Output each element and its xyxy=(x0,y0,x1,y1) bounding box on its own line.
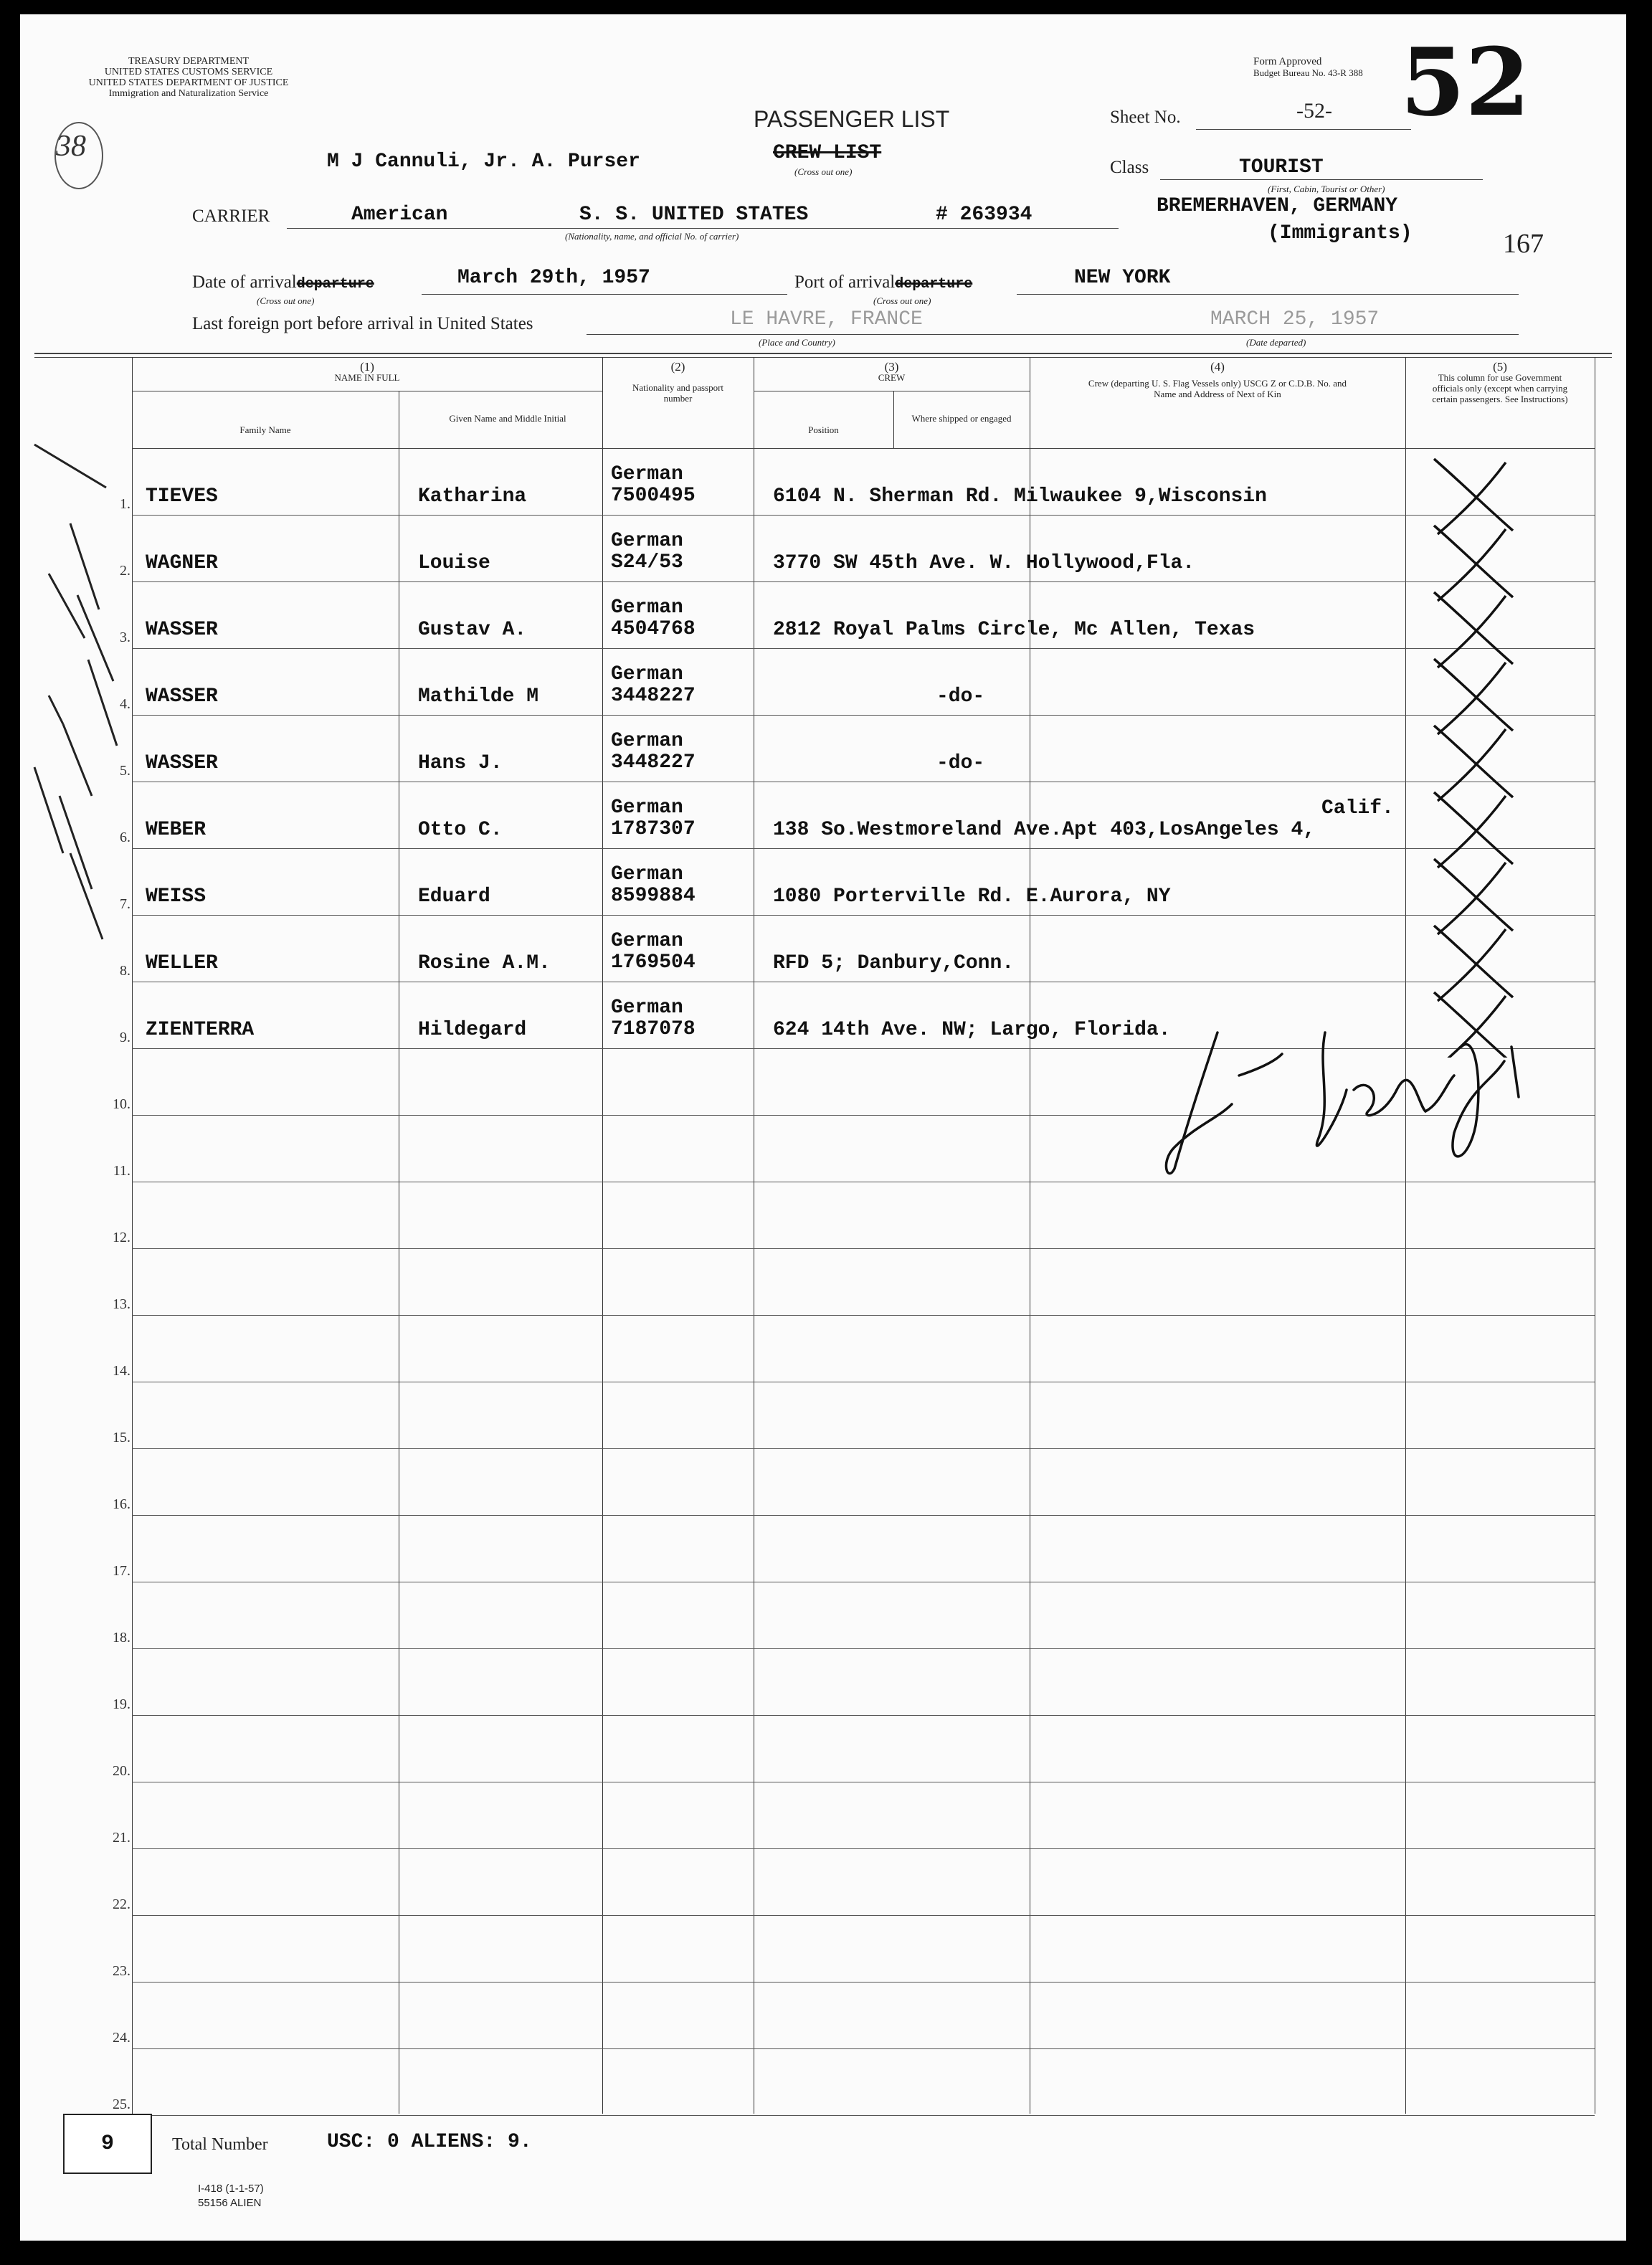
row-number: 1. xyxy=(120,496,130,512)
total-box-value: 9 xyxy=(100,2132,114,2156)
row-number: 22. xyxy=(113,1896,130,1912)
given-name-cell: Otto C. xyxy=(418,819,503,841)
col1-header xyxy=(132,361,602,383)
date-arrival-label xyxy=(192,272,374,293)
table-row-line xyxy=(132,1715,1595,1716)
col4-title: Crew (departing U. S. Flag Vessels only) USCG Z or C.D.B. No. and Name and Address of Next of Kin xyxy=(1088,378,1347,399)
date-arrival-value: March 29th, 1957 xyxy=(457,267,650,289)
row-number: 7. xyxy=(120,896,130,912)
passport-cell: S24/53 xyxy=(611,551,683,574)
address-cell: 3770 SW 45th Ave. W. Hollywood,Fla. xyxy=(773,552,1195,574)
family-name-cell: WELLER xyxy=(146,952,218,974)
passport-cell: 1769504 xyxy=(611,951,696,974)
passenger-list-document xyxy=(20,14,1626,2241)
departure-port: BREMERHAVEN, GERMANY xyxy=(1157,195,1398,217)
total-label: Total Number xyxy=(172,2135,268,2154)
passport-cell: 7500495 xyxy=(611,485,696,507)
family-name-header: Family Name xyxy=(239,424,291,435)
given-name-cell: Katharina xyxy=(418,485,527,508)
passport-cell: 8599884 xyxy=(611,885,696,907)
cross-out-hint: (Cross out one) xyxy=(794,166,853,177)
sheet-no-value: -52- xyxy=(1296,99,1332,123)
given-name-cell: Hans J. xyxy=(418,752,503,774)
table-row-line xyxy=(132,1515,1595,1516)
family-name-cell: WAGNER xyxy=(146,552,218,574)
carrier-hint: (Nationality, name, and official No. of carrier) xyxy=(565,231,739,242)
margin-tally-marks xyxy=(20,423,135,997)
agency-line: UNITED STATES CUSTOMS SERVICE xyxy=(104,67,273,77)
alien-code: 55156 ALIEN xyxy=(198,2197,262,2209)
agency-line: TREASURY DEPARTMENT xyxy=(128,56,250,67)
given-name-header: Given Name and Middle Initial xyxy=(449,413,566,424)
form-code: I-418 (1-1-57) xyxy=(198,2183,264,2195)
row-number: 15. xyxy=(113,1430,130,1445)
table-row-line xyxy=(132,1982,1595,1983)
row-number: 21. xyxy=(113,1830,130,1846)
check-x-mark xyxy=(1434,726,1513,801)
col1-title: NAME IN FULL xyxy=(334,372,400,383)
address-cell: RFD 5; Danbury,Conn. xyxy=(773,952,1015,974)
immigrants-note: (Immigrants) xyxy=(1268,222,1413,244)
col4-number: (4) xyxy=(1210,360,1225,374)
position-header: Position xyxy=(808,424,839,435)
col5-header xyxy=(1405,361,1595,404)
address-cell: -do- xyxy=(936,685,985,708)
nationality-cell: German xyxy=(611,530,683,552)
side-number: 167 xyxy=(1503,229,1544,259)
col2-title: Nationality and passport number xyxy=(632,382,724,404)
table-row-line xyxy=(132,2115,1595,2116)
address-cell: 1080 Porterville Rd. E.Aurora, NY xyxy=(773,885,1171,908)
passport-cell: 3448227 xyxy=(611,751,696,774)
col5-title: This column for use Government officials only (except when carrying certain passengers. See Instructions) xyxy=(1432,372,1568,404)
col2-number: (2) xyxy=(670,360,685,374)
check-x-mark xyxy=(1434,792,1513,868)
table-row-line xyxy=(132,515,1595,516)
nationality-cell: German xyxy=(611,863,683,885)
table-row-line xyxy=(132,581,1595,582)
check-x-mark xyxy=(1434,859,1513,934)
date-departed-value: MARCH 25, 1957 xyxy=(1210,308,1380,331)
class-hint: (First, Cabin, Tourist or Other) xyxy=(1268,184,1385,194)
table-row-line xyxy=(132,2048,1595,2049)
family-name-cell: ZIENTERRA xyxy=(146,1019,255,1041)
check-x-mark xyxy=(1434,526,1513,601)
given-name-cell: Louise xyxy=(418,552,490,574)
nationality-cell: German xyxy=(611,597,683,619)
agency-block xyxy=(70,56,307,99)
port-arrival-label-text: Port of arrival xyxy=(794,272,896,292)
last-port-label: Last foreign port before arrival in United States xyxy=(192,314,533,333)
carrier-label: CARRIER xyxy=(192,206,270,226)
row-number: 3. xyxy=(120,630,130,645)
crew-list-struck: CREW LIST xyxy=(773,142,882,164)
row-number: 12. xyxy=(113,1230,130,1245)
sheet-no-label: Sheet No. xyxy=(1110,108,1181,127)
nationality-cell: German xyxy=(611,997,683,1019)
row-number: 17. xyxy=(113,1563,130,1579)
family-name-cell: WEBER xyxy=(146,819,206,841)
purser: M J Cannuli, Jr. A. Purser xyxy=(327,151,640,173)
row-number: 9. xyxy=(120,1030,130,1045)
address-cell: 6104 N. Sherman Rd. Milwaukee 9,Wisconsin xyxy=(773,485,1267,508)
carrier-name: S. S. UNITED STATES xyxy=(579,204,809,226)
passport-cell: 4504768 xyxy=(611,618,696,640)
row-number: 18. xyxy=(113,1630,130,1646)
check-x-mark xyxy=(1434,592,1513,668)
row-number: 4. xyxy=(120,696,130,712)
port-arrival-struck: departure xyxy=(895,276,973,293)
agency-line: UNITED STATES DEPARTMENT OF JUSTICE xyxy=(88,77,289,88)
cross-out-hint-3: (Cross out one) xyxy=(873,295,931,306)
passport-cell: 3448227 xyxy=(611,685,696,707)
row-number: 19. xyxy=(113,1696,130,1712)
table-row-line xyxy=(132,1848,1595,1849)
page-title: PASSENGER LIST xyxy=(754,106,950,132)
row-number: 2. xyxy=(120,563,130,579)
family-name-cell: WASSER xyxy=(146,619,218,641)
last-port-hint: (Place and Country) xyxy=(759,337,835,348)
address-cell: 138 So.Westmoreland Ave.Apt 403,LosAngeles 4, xyxy=(773,819,1316,841)
row-number: 11. xyxy=(113,1163,130,1179)
address-cell: -do- xyxy=(936,752,985,774)
col3-title: CREW xyxy=(878,372,906,383)
table-row-line xyxy=(132,1315,1595,1316)
class-label: Class xyxy=(1110,158,1149,177)
row-number: 20. xyxy=(113,1763,130,1779)
col2-header xyxy=(602,361,754,404)
given-name-cell: Eduard xyxy=(418,885,490,908)
nationality-cell: German xyxy=(611,930,683,952)
table-row-line xyxy=(132,715,1595,716)
official-check-marks xyxy=(1405,448,1595,1058)
port-arrival-label xyxy=(794,272,972,293)
passport-cell: 1787307 xyxy=(611,818,696,840)
row-number: 14. xyxy=(113,1363,130,1379)
family-name-cell: TIEVES xyxy=(146,485,218,508)
stamp-number: 52 xyxy=(1400,27,1530,137)
check-x-mark xyxy=(1434,926,1513,1001)
col5-number: (5) xyxy=(1493,360,1507,374)
check-x-mark xyxy=(1434,459,1513,534)
table-row-line xyxy=(132,1248,1595,1249)
table-row-line xyxy=(132,848,1595,849)
margin-note: 38 xyxy=(56,130,86,163)
family-name-cell: WASSER xyxy=(146,752,218,774)
class-value: TOURIST xyxy=(1239,156,1324,179)
row-number: 8. xyxy=(120,963,130,979)
row-number: 25. xyxy=(113,2097,130,2112)
row-number: 6. xyxy=(120,830,130,845)
total-box xyxy=(63,2114,152,2174)
total-value: USC: 0 ALIENS: 9. xyxy=(327,2131,532,2153)
row-number: 10. xyxy=(113,1096,130,1112)
purser-signature xyxy=(1153,1018,1583,1190)
given-name-cell: Gustav A. xyxy=(418,619,527,641)
budget-bureau: Budget Bureau No. 43-R 388 xyxy=(1253,67,1363,78)
table-row-line xyxy=(132,1648,1595,1649)
nationality-cell: German xyxy=(611,463,683,485)
carrier-nationality: American xyxy=(351,204,448,226)
col1-number: (1) xyxy=(360,360,374,374)
last-port-value: LE HAVRE, FRANCE xyxy=(730,308,923,331)
port-arrival-value: NEW YORK xyxy=(1074,267,1171,289)
form-approved: Form Approved xyxy=(1253,56,1322,67)
nationality-cell: German xyxy=(611,663,683,685)
nationality-cell: German xyxy=(611,797,683,819)
family-name-cell: WASSER xyxy=(146,685,218,708)
given-name-cell: Mathilde M xyxy=(418,685,539,708)
row-number: 13. xyxy=(113,1296,130,1312)
address-cell: 624 14th Ave. NW; Largo, Florida. xyxy=(773,1019,1171,1041)
table-row-line xyxy=(132,1448,1595,1449)
check-x-mark xyxy=(1434,659,1513,734)
table-row-line xyxy=(132,1915,1595,1916)
table-row-line xyxy=(132,915,1595,916)
given-name-cell: Rosine A.M. xyxy=(418,952,551,974)
passport-cell: 7187078 xyxy=(611,1018,696,1040)
date-departed-hint: (Date departed) xyxy=(1246,337,1306,348)
cross-out-hint-2: (Cross out one) xyxy=(257,295,315,306)
row-number: 23. xyxy=(113,1963,130,1979)
row-number: 5. xyxy=(120,763,130,779)
address-extra-cell: Calif. xyxy=(1321,797,1394,820)
date-arrival-struck: departure xyxy=(296,276,374,293)
date-arrival-label-text: Date of arrival xyxy=(192,272,297,292)
given-name-cell: Hildegard xyxy=(418,1019,527,1041)
carrier-number: # 263934 xyxy=(936,204,1032,226)
col3-header xyxy=(754,361,1030,383)
table-row-line xyxy=(132,648,1595,649)
where-shipped-header: Where shipped or engaged xyxy=(911,413,1012,424)
nationality-cell: German xyxy=(611,730,683,752)
family-name-cell: WEISS xyxy=(146,885,206,908)
agency-line: Immigration and Naturalization Service xyxy=(108,88,269,99)
row-number: 16. xyxy=(113,1496,130,1512)
row-number: 24. xyxy=(113,2030,130,2046)
col3-number: (3) xyxy=(884,360,899,374)
col4-header xyxy=(1030,361,1405,399)
margin-note-circle xyxy=(54,122,103,189)
address-cell: 2812 Royal Palms Circle, Mc Allen, Texas xyxy=(773,619,1255,641)
